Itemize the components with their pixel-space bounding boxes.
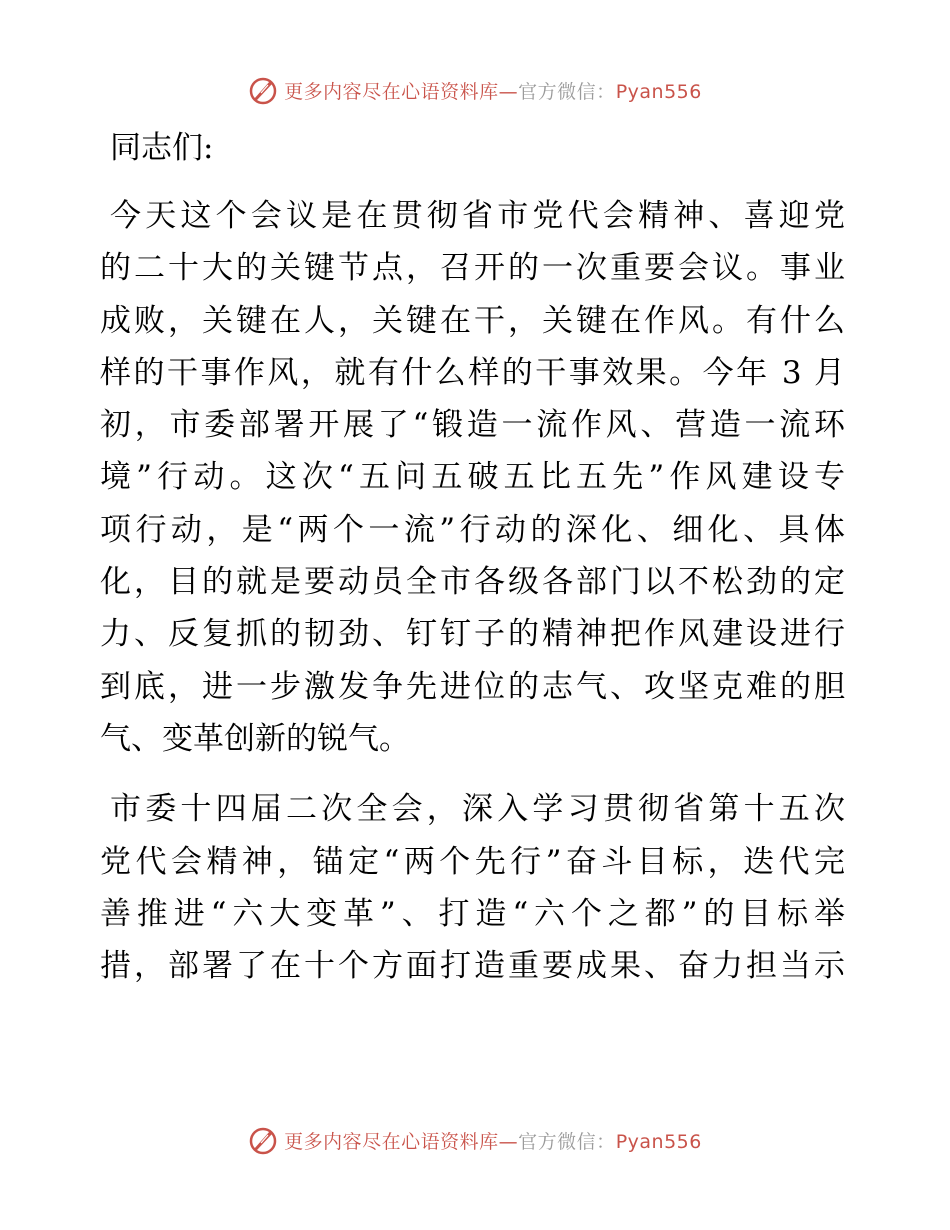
footer-watermark	[0, 1120, 950, 1160]
text-line: 到底，进一步激发争先进位的志气、攻坚克难的胆	[100, 668, 845, 705]
watermark-main: 更多内容尽在心语资料库	[284, 80, 499, 103]
watermark-label: 官方微信：	[518, 80, 616, 103]
text-line: 市委十四届二次全会，深入学习贯彻省第十五次	[110, 791, 845, 828]
salutation: 同志们:	[110, 130, 214, 166]
text-line: 成败，关键在人，关键在干，关键在作风。有什么	[100, 302, 845, 339]
paragraph-2	[100, 783, 850, 992]
feather-logo-icon	[248, 75, 278, 105]
document-body	[100, 126, 850, 1010]
text-line: 善推进“六大变革”、打造“六个之都”的目标举	[100, 895, 845, 932]
text-line: 项行动，是“两个一流”行动的深化、细化、具体	[100, 511, 845, 548]
feather-logo-icon	[248, 1125, 278, 1155]
text-line: 气、变革创新的锐气。	[100, 720, 410, 757]
header-watermark	[0, 70, 950, 110]
watermark-label: 官方微信：	[518, 1130, 616, 1153]
text-line: 的二十大的关键节点，召开的一次重要会议。事业	[100, 250, 845, 287]
text-line: 境”行动。这次“五问五破五比五先”作风建设专	[100, 459, 845, 496]
text-line: 样的干事作风，就有什么样的干事效果。今年 3 月	[100, 354, 845, 391]
watermark-separator: —	[498, 1130, 519, 1153]
watermark-text	[284, 1127, 702, 1154]
text-line: 力、反复抓的韧劲、钉钉子的精神把作风建设进行	[100, 616, 845, 653]
watermark-separator: —	[498, 80, 519, 103]
text-line: 措，部署了在十个方面打造重要成果、奋力担当示	[100, 948, 845, 985]
text-line: 初，市委部署开展了“锻造一流作风、营造一流环	[100, 407, 845, 444]
text-line: 党代会精神，锚定“两个先行”奋斗目标，迭代完	[100, 843, 845, 880]
text-line: 今天这个会议是在贯彻省市党代会精神、喜迎党	[110, 198, 845, 234]
watermark-id: Pyan556	[615, 1130, 702, 1153]
watermark-id: Pyan556	[615, 80, 702, 103]
text-line: 化，目的就是要动员全市各级各部门以不松劲的定	[100, 564, 845, 601]
paragraph-1	[100, 190, 850, 765]
watermark-main: 更多内容尽在心语资料库	[284, 1130, 499, 1153]
watermark-text	[284, 77, 702, 104]
